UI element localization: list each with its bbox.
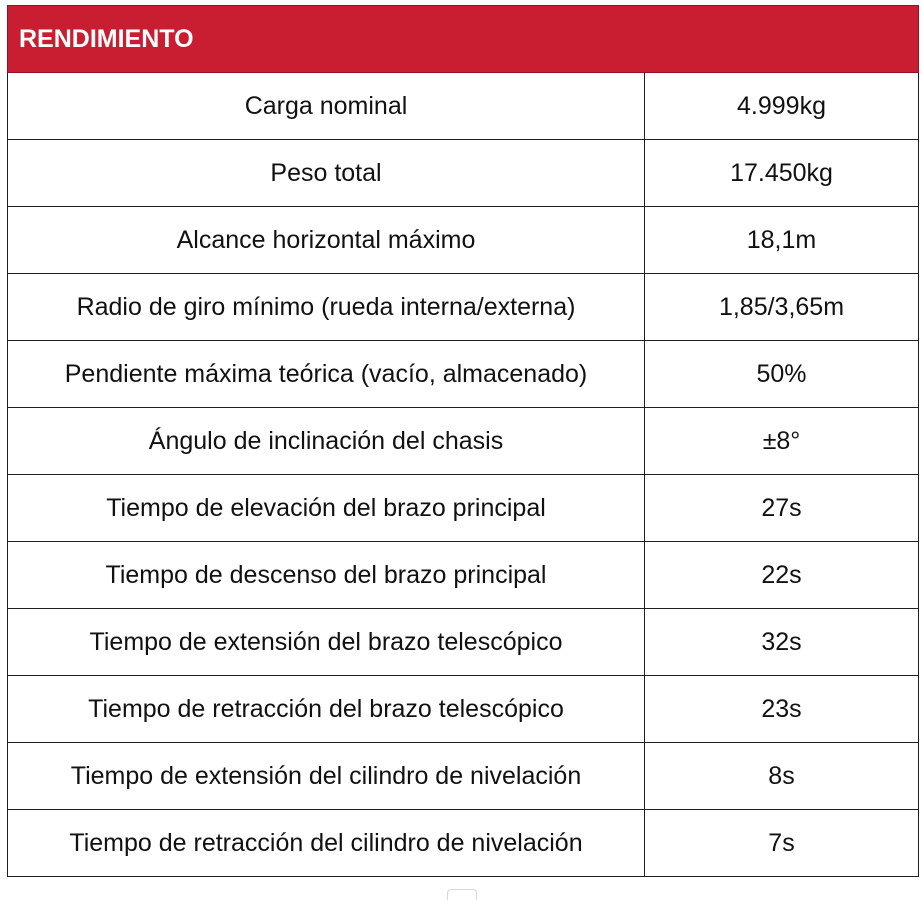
spec-value: 27s bbox=[645, 475, 919, 542]
table-row bbox=[8, 408, 919, 475]
table-row bbox=[8, 609, 919, 676]
spec-label: Radio de giro mínimo (rueda interna/externa) bbox=[8, 274, 645, 341]
spec-label: Pendiente máxima teórica (vacío, almacenado) bbox=[8, 341, 645, 408]
spec-value: 18,1m bbox=[645, 207, 919, 274]
spec-label: Peso total bbox=[8, 140, 645, 207]
table-row bbox=[8, 743, 919, 810]
table-row bbox=[8, 207, 919, 274]
spec-value: 50% bbox=[645, 341, 919, 408]
table-row bbox=[8, 73, 919, 140]
spec-label: Tiempo de extensión del brazo telescópico bbox=[8, 609, 645, 676]
spec-label: Tiempo de elevación del brazo principal bbox=[8, 475, 645, 542]
table-row bbox=[8, 274, 919, 341]
table-row bbox=[8, 676, 919, 743]
paste-options-tab bbox=[447, 889, 477, 900]
spec-value: 17.450kg bbox=[645, 140, 919, 207]
spec-value: 23s bbox=[645, 676, 919, 743]
spec-label: Tiempo de retracción del cilindro de nivelación bbox=[8, 810, 645, 877]
table-row bbox=[8, 542, 919, 609]
spec-label: Tiempo de extensión del cilindro de nivelación bbox=[8, 743, 645, 810]
table-row bbox=[8, 341, 919, 408]
table-header-row bbox=[8, 6, 919, 73]
table-title: RENDIMIENTO bbox=[8, 6, 919, 73]
table-row bbox=[8, 810, 919, 877]
spec-value: 8s bbox=[645, 743, 919, 810]
spec-value: 22s bbox=[645, 542, 919, 609]
spec-label: Tiempo de descenso del brazo principal bbox=[8, 542, 645, 609]
spec-value: ±8° bbox=[645, 408, 919, 475]
spec-label: Alcance horizontal máximo bbox=[8, 207, 645, 274]
spec-value: 32s bbox=[645, 609, 919, 676]
spec-label: Ángulo de inclinación del chasis bbox=[8, 408, 645, 475]
spec-value: 7s bbox=[645, 810, 919, 877]
table-row bbox=[8, 475, 919, 542]
table-row bbox=[8, 140, 919, 207]
spec-label: Carga nominal bbox=[8, 73, 645, 140]
spec-table bbox=[7, 5, 919, 877]
spec-value: 1,85/3,65m bbox=[645, 274, 919, 341]
spec-label: Tiempo de retracción del brazo telescópico bbox=[8, 676, 645, 743]
spec-value: 4.999kg bbox=[645, 73, 919, 140]
